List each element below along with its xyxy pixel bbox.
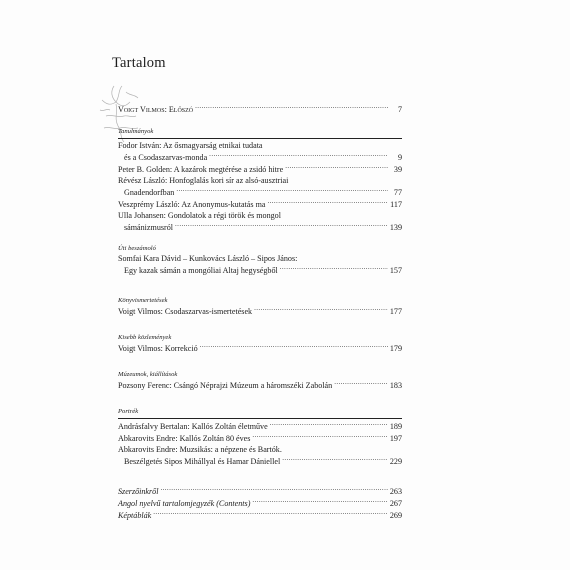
dot-leader: [209, 151, 388, 160]
page-number: 157: [389, 266, 402, 275]
dot-leader: [153, 509, 388, 518]
page-number: 269: [389, 511, 402, 520]
section-heading: Portrék: [118, 408, 139, 415]
dot-leader: [280, 264, 388, 273]
dot-leader: [334, 379, 388, 388]
dot-leader: [252, 432, 387, 441]
page-number: 7: [397, 105, 402, 114]
page-number: 9: [397, 153, 402, 162]
page-number: 179: [389, 344, 402, 353]
toc-entry-text: Voigt Vilmos: Csodaszarvas-ismertetések: [118, 307, 253, 316]
toc-entry[interactable]: [118, 140, 402, 151]
toc-entry[interactable]: [118, 420, 402, 432]
toc-entry[interactable]: [118, 253, 402, 264]
page-number: 177: [389, 307, 402, 316]
toc-entry-text: sámánizmusról: [124, 223, 174, 232]
dot-leader: [254, 305, 388, 314]
toc-entry-text: Pozsony Ferenc: Csángó Néprajzi Múzeum a háromszéki Zabolán: [118, 381, 333, 390]
toc-entry-continuation[interactable]: [118, 186, 402, 198]
toc-entry[interactable]: [118, 175, 402, 186]
page-number: 267: [389, 499, 402, 508]
page-number: 189: [389, 422, 402, 431]
toc-entry-text: Beszélgetés Sipos Mihállyal és Hamar Dániellel: [124, 457, 281, 466]
dot-leader: [160, 485, 387, 494]
section-rule: [118, 138, 402, 139]
toc-entry-text: Gnadendorfban: [124, 188, 175, 197]
toc-entry[interactable]: [118, 342, 402, 354]
section-heading: Múzeumok, kiállítások: [118, 371, 178, 378]
page-number: 117: [390, 200, 402, 209]
page-number: 229: [389, 457, 402, 466]
table-of-contents: [118, 100, 402, 521]
toc-entry-text: Szerzőinkről: [118, 487, 159, 496]
section-rule: [118, 418, 402, 419]
toc-entry-text: Ulla Johansen: Gondolatok a régi török és mongol: [118, 211, 281, 220]
page-number: 183: [389, 381, 402, 390]
dot-leader: [285, 163, 388, 172]
toc-entry-text: Veszprémy László: Az Anonymus-kutatás ma: [118, 200, 266, 209]
toc-entry-continuation[interactable]: [118, 455, 402, 467]
toc-entry-text: Révész László: Honfoglalás kori sír az alsó-ausztriai: [118, 176, 289, 185]
toc-entry-text: Voigt Vilmos: Korrekció: [118, 344, 198, 353]
toc-entry-text: Képtáblák: [118, 511, 152, 520]
toc-entry[interactable]: [118, 485, 402, 497]
dot-leader: [270, 420, 388, 429]
toc-entry-text: Angol nyelvű tartalomjegyzék (Contents): [118, 499, 251, 508]
page-title: Tartalom: [112, 55, 166, 71]
toc-entry[interactable]: [118, 444, 402, 455]
section-heading: Kisebb közlemények: [118, 334, 172, 341]
toc-entry-text: Peter B. Golden: A kazárok megtérése a zsidó hitre: [118, 165, 284, 174]
toc-entry-text: Fodor István: Az ősmagyarság etnikai tudata: [118, 141, 263, 150]
toc-entry[interactable]: [118, 103, 402, 115]
page-number: 197: [389, 434, 402, 443]
dot-leader: [200, 342, 388, 351]
page-number: 39: [393, 165, 402, 174]
toc-entry-continuation[interactable]: [118, 264, 402, 276]
dot-leader: [175, 221, 388, 230]
section-heading: Tanulmányok: [118, 128, 154, 135]
toc-entry-text: Voigt Vilmos: Előszó: [118, 105, 194, 114]
toc-entry-text: Andrásfalvy Bertalan: Kallós Zoltán életműve: [118, 422, 268, 431]
page-number: 139: [389, 223, 402, 232]
toc-entry[interactable]: [118, 163, 402, 175]
page-number: 263: [389, 487, 402, 496]
section-heading: Könyvismertetések: [118, 297, 168, 304]
toc-entry-continuation[interactable]: [118, 151, 402, 163]
toc-entry-continuation[interactable]: [118, 221, 402, 233]
toc-entry-text: Abkarovits Endre: Muzsikás: a népzene és Bartók.: [118, 445, 282, 454]
toc-entry[interactable]: [118, 305, 402, 317]
dot-leader: [195, 103, 388, 112]
toc-entry[interactable]: [118, 210, 402, 221]
toc-entry[interactable]: [118, 198, 402, 210]
toc-entry-text: és a Csodaszarvas-monda: [124, 153, 208, 162]
toc-entry-text: Abkarovits Endre: Kallós Zoltán 80 éves: [118, 434, 251, 443]
toc-entry[interactable]: [118, 432, 402, 444]
dot-leader: [176, 186, 388, 195]
dot-leader: [282, 455, 388, 464]
toc-entry-text: Egy kazak sámán a mongóliai Altaj hegységből: [124, 266, 278, 275]
toc-entry[interactable]: [118, 509, 402, 521]
page-number: 77: [393, 188, 402, 197]
toc-entry-text: Somfai Kara Dávid – Kunkovács László – Sipos János:: [118, 254, 298, 263]
toc-entry[interactable]: [118, 497, 402, 509]
dot-leader: [267, 198, 388, 207]
dot-leader: [252, 497, 387, 506]
section-heading: Úti beszámoló: [118, 245, 156, 252]
toc-entry[interactable]: [118, 379, 402, 391]
